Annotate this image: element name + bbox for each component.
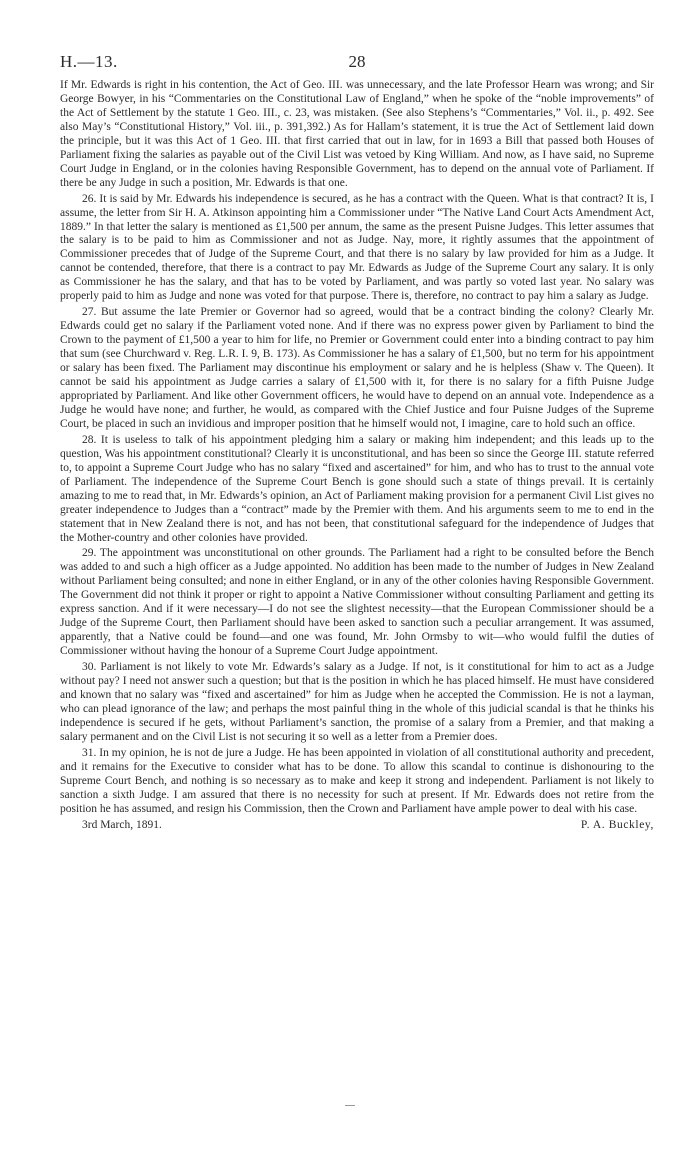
signature-name: P. A. Buckley,	[580, 818, 654, 831]
signature-date: 3rd March, 1891.	[82, 818, 162, 831]
paragraph: If Mr. Edwards is right in his contention, the Act of Geo. III. was unnecessary, and the late Professor Hearn was wrong; and Sir George Bowyer, in his “Commentaries on the Constitutional Law of England,” when he spoke of the “noble improvements” of the Act of Settlement by the statute 1 Geo. III., c. 23, was mistaken. (See also Stephens’s “Commentaries,” Vol. ii., p. 492. See also May’s “Constitutional History,” Vol. iii., p. 391,392.) As for Hallam’s statement, it is true the Act of Settlement laid down the principle, but it was this Act of 1 Geo. III. that first carried that out in law, for in 1693 a Bill that passed both Houses of Parliament fixing the salaries as payable out of the Civil List was vetoed by King William. And now, as I have said, no Supreme Court Judge in England, or in the colonies having Responsible Government, has to depend on the annual vote of Parliament. If there be any Judge in such a position, Mr. Edwards is that one.	[60, 79, 654, 189]
document-code: H.—13.	[60, 52, 118, 71]
paragraph-27: 27. But assume the late Premier or Governor had so agreed, would that be a contract binding the colony? Clearly Mr. Edwards could get no salary if the Parliament voted none. And if there was no express power given by Parliament to bind the Crown to the payment of £1,500 a year to him for life, no Premier or Government could enter into a binding contract to pay him that sum (see Churchward v. Reg. L.R. I. 9, B. 173). As Commissioner he has a salary of £1,500, but no term for his appointment or salary has been fixed. The Parliament may discontinue his employment or salary and he is helpless (Shaw v. The Queen). It cannot be said his appointment as Judge carries a salary of £1,500 with it, for there is no salary for a fifth Puisne Judge appropriated by Parliament. And like other Government officers, he would have to depend on an annual vote. Independence as a Judge he would have none; and further, he would, as compared with the Chief Justice and four Puisne Judges of the Supreme Court, be placed in such an invidious and improper position that he himself would not, I imagine, care to hold such an office.	[60, 306, 654, 430]
paragraph-31: 31. In my opinion, he is not de jure a Judge. He has been appointed in violation of all constitutional authority and precedent, and it remains for the Executive to consider what has to be done. To allow this scandal to continue is dishonouring to the Supreme Court Bench, and nothing is so necessary as to make and keep it strong and independent. Parliament is not likely to sanction a sixth Judge. I am assured that there is no necessity for such at present. If Mr. Edwards does not retire from the position he has assumed, and resign his Commission, then the Crown and Parliament have ample power to deal with his case.	[60, 746, 654, 815]
page-number: 28	[348, 52, 366, 71]
signature-block	[60, 819, 654, 834]
page-mark	[345, 1105, 355, 1106]
document-body	[60, 79, 654, 834]
paragraph-28: 28. It is useless to talk of his appointment pledging him a salary or making him independent; and this leads up to the question, Was his appointment constitutional? Clearly it is unconstitutional, and has been so since the George III. statute referred to, to appoint a Supreme Court Judge who has no salary “fixed and ascertained” for him, and who has to trust to the annual vote of Parliament. The independence of the Supreme Court Bench is gone should such a state of things prevail. It is certainly amazing to me to read that, in Mr. Edwards’s opinion, an Act of Parliament making provision for a permanent Civil List gives no greater independence to Judges than a “contract” made by the Premier with them. And his arguments seem to me to end in the statement that in New Zealand there is not, and has not been, that constitutional safeguard for the independence of Judges that the Mother-country and other colonies have provided.	[60, 433, 654, 544]
paragraph-30: 30. Parliament is not likely to vote Mr. Edwards’s salary as a Judge. If not, is it constitutional for him to act as a Judge without pay? I need not answer such a question; but that is the position in which he has placed himself. He must have considered and known that no salary was “fixed and ascertained” for him as Judge when he accepted the Commission. He is not a layman, who can plead ignorance of the law; and perhaps the most painful thing in the whole of this judicial scandal is that he thinks his independence is secured if he gets, without Parliament’s sanction, the promise of a salary from a Premier, and that making a salary permanent and on the Civil List is not securing it so well as a letter from a Premier does.	[60, 661, 654, 743]
page-header	[60, 52, 654, 74]
paragraph-29: 29. The appointment was unconstitutional on other grounds. The Parliament had a right to be consulted before the Bench was added to and such a high officer as a Judge appointed. No addition has been made to the number of Judges in New Zealand without Parliament being consulted; and none in either England, or in any of the other colonies having Responsible Government. The Government did not think it proper or right to appoint a Native Commissioner without consulting Parliament and getting its express sanction. And if it were necessary—I do not see the slightest necessity—that the European Commissioner should be a Judge of the Supreme Court, then Parliament should have been asked to sanction such a peculiar arrangement. It was assumed, apparently, that a Native could be found—and one was found, Mr. John Ormsby to wit—who would fulfil the duties of Commissioner without having the honour of a Supreme Court Judge appointment.	[60, 547, 654, 658]
paragraph-26: 26. It is said by Mr. Edwards his independence is secured, as he has a contract with the Queen. What is that contract? It is, I assume, the letter from Sir H. A. Atkinson appointing him a Commissioner under “The Native Land Court Acts Amendment Act, 1889.” In that letter the salary is mentioned as £1,500 per annum, the same as the present Puisne Judges. This letter assumes that the salary is to be paid to him as Commissioner and not as Judge. Nay, more, it rightly assumes that the appointment of Commissioner precedes that of Judge of the Supreme Court, and that there is no salary by law provided for him as a Judge. It cannot be contended, therefore, that there is a contract to pay Mr. Edwards as Judge of the Supreme Court any salary. It is only as Commissioner he has the salary, and that has to be voted by Parliament, and was partly so voted last year. No salary was properly paid to him as Judge and none was voted for that purpose. There is, therefore, no contract to pay him a salary as Judge.	[60, 192, 654, 303]
